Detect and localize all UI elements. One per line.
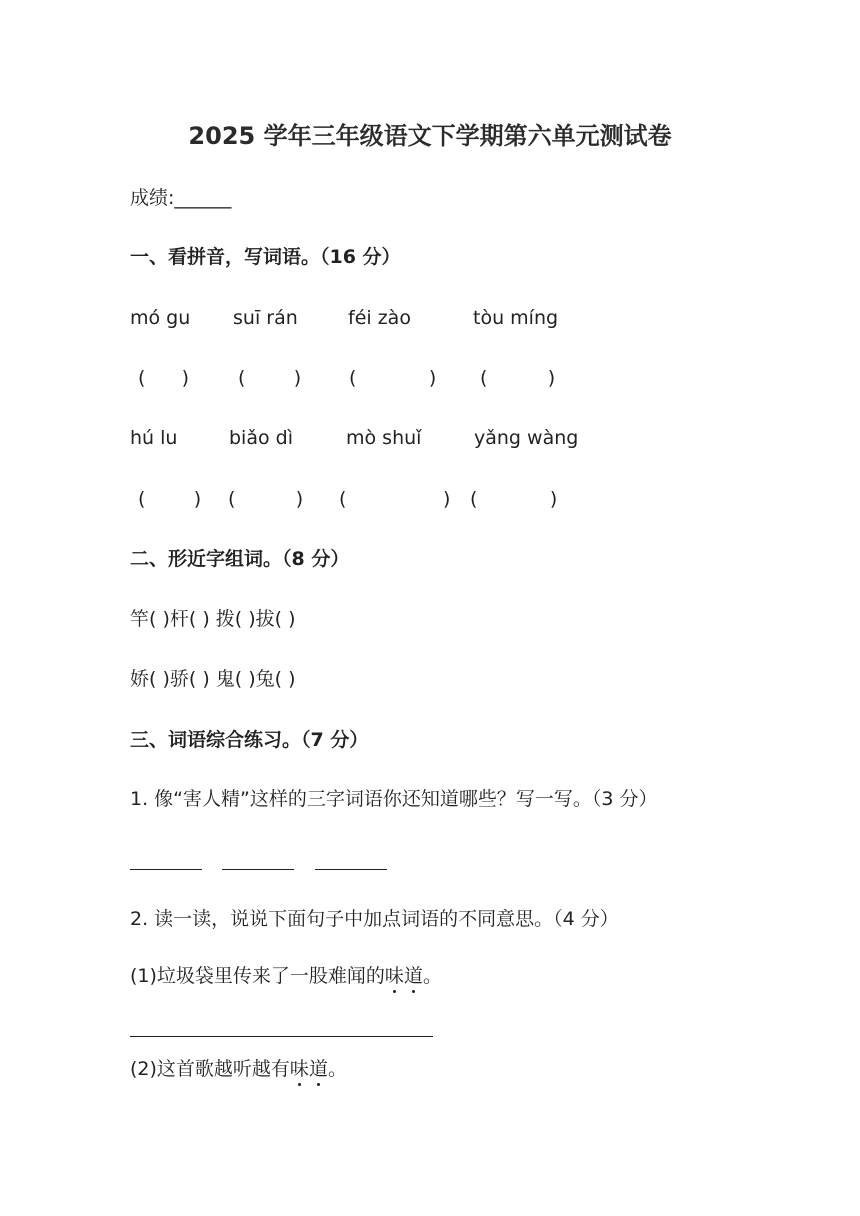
answer-line[interactable] <box>315 869 387 870</box>
dotted-char: 道 <box>308 1058 328 1080</box>
answer-blank[interactable]: ( ) <box>138 367 190 389</box>
sentence-1 <box>130 967 442 986</box>
char-pair-line: 竿( )杆( ) 拨( )拔( ) <box>130 608 296 630</box>
sentence-2 <box>130 1060 347 1079</box>
sentence-text: (1)垃圾袋里传来了一股难闻的 <box>130 965 385 987</box>
answer-line[interactable] <box>222 869 294 870</box>
answer-blank[interactable]: ( ) <box>349 367 437 389</box>
answer-blank[interactable]: ( ) <box>470 488 558 510</box>
pinyin-item: mò shuǐ <box>346 427 422 449</box>
section-3-heading: 三、词语综合练习。（7 分） <box>130 729 369 751</box>
sentence-punct: 。 <box>422 965 442 987</box>
pinyin-item: yǎng wàng <box>474 427 579 449</box>
answer-blank[interactable]: ( ) <box>238 367 302 389</box>
pinyin-item: mó gu <box>130 307 191 329</box>
answer-line[interactable] <box>130 869 202 870</box>
pinyin-item: hú lu <box>130 427 178 449</box>
answer-blank[interactable]: ( ) <box>138 488 202 510</box>
dotted-char: 味 <box>384 965 404 987</box>
char-pair-line: 娇( )骄( ) 鬼( )兔( ) <box>130 668 296 690</box>
section-2-heading: 二、形近字组词。（8 分） <box>130 548 350 570</box>
answer-blank[interactable]: ( ) <box>228 488 304 510</box>
pinyin-item: tòu míng <box>473 307 559 329</box>
sentence-text: (2)这首歌越听越有 <box>130 1058 290 1080</box>
question-1: 1. 像“害人精”这样的三字词语你还知道哪些？写一写。（3 分） <box>130 788 658 810</box>
pinyin-item: biǎo dì <box>229 427 293 449</box>
dotted-char: 味 <box>289 1058 309 1080</box>
dotted-char: 道 <box>403 965 423 987</box>
section-1-heading: 一、看拼音，写词语。（16 分） <box>130 246 401 268</box>
pinyin-item: suī rán <box>233 307 298 329</box>
question-2: 2. 读一读，说说下面句子中加点词语的不同意思。（4 分） <box>130 908 619 930</box>
answer-blank[interactable]: ( ) <box>339 488 451 510</box>
page-title: 2025 学年三年级语文下学期第六单元测试卷 <box>188 122 672 150</box>
sentence-punct: 。 <box>327 1058 347 1080</box>
answer-line[interactable] <box>130 1036 433 1037</box>
score-label: 成绩:______ <box>130 187 232 209</box>
answer-blank[interactable]: ( ) <box>480 367 556 389</box>
pinyin-item: féi zào <box>348 307 411 329</box>
